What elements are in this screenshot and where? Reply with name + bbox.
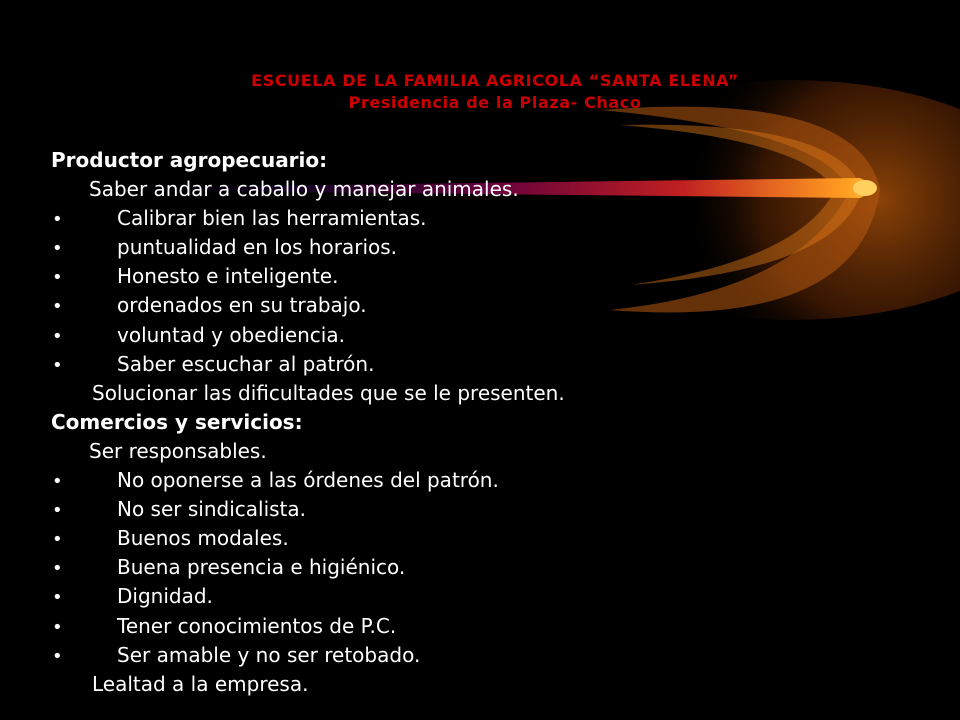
list-item-text: Calibrar bien las herramientas.: [117, 206, 427, 231]
list-item-text: Buena presencia e higiénico.: [117, 555, 406, 580]
bullet-icon: •: [52, 354, 63, 376]
bullet-icon: •: [52, 645, 63, 667]
section-last-line: Solucionar las dificultades que se le presenten.: [92, 380, 565, 405]
slide-header: [0, 70, 960, 114]
bullet-icon: •: [52, 296, 63, 318]
list-item-text: voluntad y obediencia.: [117, 322, 345, 347]
list-item: [51, 612, 565, 641]
list-item-text: Tener conocimientos de P.C.: [117, 613, 397, 638]
bullet-icon: •: [52, 500, 63, 522]
list-item: [51, 524, 565, 553]
list-item: [51, 495, 565, 524]
bullet-icon: •: [52, 267, 63, 289]
section-first-line: Ser responsables.: [89, 438, 267, 463]
slide-body: [51, 146, 565, 699]
list-item-text: Dignidad.: [117, 584, 213, 609]
list-item-text: ordenados en su trabajo.: [117, 293, 367, 318]
bullet-icon: •: [52, 558, 63, 580]
bullet-icon: •: [52, 587, 63, 609]
bullet-icon: •: [52, 471, 63, 493]
list-item-text: No ser sindicalista.: [117, 497, 307, 522]
list-item: [51, 641, 565, 670]
list-item: [51, 204, 565, 233]
list-item: [51, 582, 565, 611]
bullet-icon: •: [52, 238, 63, 260]
list-item: [51, 350, 565, 379]
section-heading-comercios: Comercios y servicios:: [51, 409, 303, 434]
bullet-icon: •: [52, 529, 63, 551]
list-item: [51, 291, 565, 320]
list-item: [51, 233, 565, 262]
list-item-text: Buenos modales.: [117, 526, 289, 551]
bullet-icon: •: [52, 616, 63, 638]
list-item: [51, 466, 565, 495]
list-item: [51, 321, 565, 350]
school-location: Presidencia de la Plaza- Chaco: [348, 93, 642, 112]
bullet-icon: •: [52, 325, 63, 347]
section-heading-productor: Productor agropecuario:: [51, 148, 328, 172]
section-last-line: Lealtad a la empresa.: [92, 671, 309, 696]
list-item-text: Ser amable y no ser retobado.: [117, 642, 421, 667]
school-title: ESCUELA DE LA FAMILIA AGRICOLA “SANTA ELENA”: [251, 71, 739, 90]
list-item-text: puntualidad en los horarios.: [117, 235, 398, 260]
list-item-text: Saber escuchar al patrón.: [117, 351, 375, 376]
list-item: [51, 553, 565, 582]
list-item-text: No oponerse a las órdenes del patrón.: [117, 468, 499, 493]
list-item-text: Honesto e inteligente.: [117, 264, 339, 289]
list-item: [51, 262, 565, 291]
section-first-line: Saber andar a caballo y manejar animales.: [89, 177, 519, 202]
bullet-icon: •: [52, 209, 63, 231]
